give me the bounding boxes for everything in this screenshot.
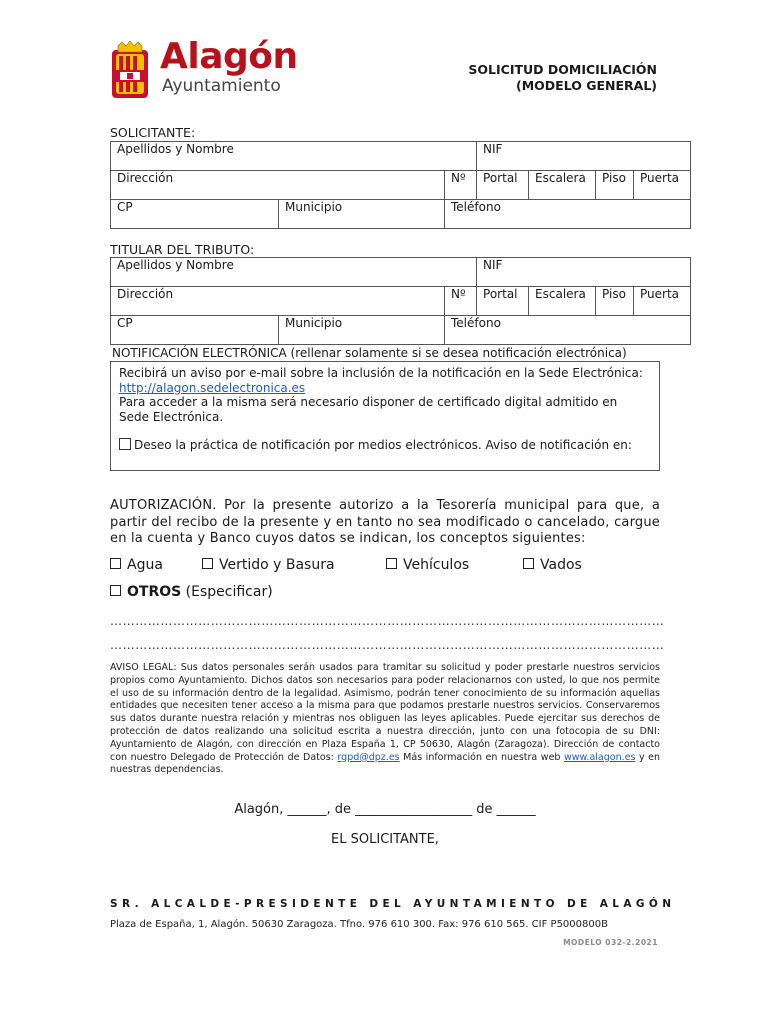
alagon-web-link[interactable]: www.alagon.es: [564, 751, 636, 763]
otros-specify-line-2[interactable]: ……………………………………………………………………………………………………………………: [110, 638, 665, 652]
titular-cp-field[interactable]: CP: [111, 316, 279, 345]
titular-numero-field[interactable]: Nº: [445, 287, 477, 316]
concepto-vertido-checkbox[interactable]: Vertido y Basura: [202, 557, 335, 573]
notificacion-checkbox-row[interactable]: [119, 438, 632, 452]
solicitante-puerta-field[interactable]: Puerta: [634, 171, 691, 200]
coat-of-arms-icon: [108, 40, 152, 102]
solicitante-escalera-field[interactable]: Escalera: [529, 171, 596, 200]
titular-nif-field[interactable]: NIF: [477, 258, 691, 287]
titular-apellidos-field[interactable]: Apellidos y Nombre: [111, 258, 477, 287]
solicitante-portal-field[interactable]: Portal: [477, 171, 529, 200]
titular-municipio-field[interactable]: Municipio: [279, 316, 445, 345]
solicitante-direccion-field[interactable]: Dirección: [111, 171, 445, 200]
notificacion-title: NOTIFICACIÓN ELECTRÓNICA (rellenar solamente si se desea notificación electrónica): [112, 346, 627, 360]
solicitante-nif-field[interactable]: NIF: [477, 142, 691, 171]
solicitante-table: [110, 141, 691, 229]
concepto-agua-checkbox[interactable]: Agua: [110, 557, 163, 573]
rgpd-email-link[interactable]: rgpd@dpz.es: [337, 751, 400, 763]
titular-direccion-field[interactable]: Dirección: [111, 287, 445, 316]
brand-subtitle: Ayuntamiento: [162, 76, 281, 96]
solicitante-apellidos-field[interactable]: Apellidos y Nombre: [111, 142, 477, 171]
concepto-vados-checkbox[interactable]: Vados: [523, 557, 582, 573]
titular-escalera-field[interactable]: Escalera: [529, 287, 596, 316]
titular-table: [110, 257, 691, 345]
document-title: SOLICITUD DOMICILIACIÓN: [468, 62, 657, 77]
notificacion-text2: Para acceder a la misma será necesario disponer de certificado digital admitido en Sede Electrónica.: [119, 395, 618, 424]
titular-telefono-field[interactable]: Teléfono: [445, 316, 691, 345]
date-line[interactable]: Alagón, ______, de __________________ de ______: [234, 802, 536, 817]
aviso-legal: AVISO LEGAL: Sus datos personales serán usados para tramitar su solicitud y poder prestarle nuestros servicios propios como Ayuntamiento. Dichos datos son necesarios para poder relacionarnos con usted, lo que nos permite el uso de su información dentro de la legalidad. Asimismo, podrán tener conocimiento de su información aquellas entidades que necesiten tener acceso a la misma para que podamos prestarle nuestros servicios. Conservaremos sus datos durante nuestra relación y mientras nos obliguen las leyes aplicables. Puede ejercitar sus derechos de protección de datos realizando una solicitud escrita a nuestra dirección, junto con una fotocopia de su DNI: Ayuntamiento de Alagón, con dirección en Plaza España 1, CP 50630, Alagón (Zaragoza). Dirección de contacto con nuestro Delegado de Protección de Datos: rgpd@dpz.es Más información en nuestra web www.alagon.es y en nuestras dependencias.: [110, 662, 660, 776]
notificacion-text1: Recibirá un aviso por e-mail sobre la inclusión de la notificación en la Sede Electrónica:: [119, 366, 643, 380]
solicitante-municipio-field[interactable]: Municipio: [279, 200, 445, 229]
notificacion-checkbox-label: Deseo la práctica de notificación por medios electrónicos. Aviso de notificación en:: [134, 438, 632, 452]
solicitante-numero-field[interactable]: Nº: [445, 171, 477, 200]
concepto-otros-checkbox[interactable]: OTROS (Especificar): [110, 584, 273, 600]
solicitante-telefono-field[interactable]: Teléfono: [445, 200, 691, 229]
titular-label: TITULAR DEL TRIBUTO:: [110, 242, 255, 257]
footer-model-code: MODELO 032-2.2021: [563, 938, 658, 947]
sede-electronica-link[interactable]: http://alagon.sedelectronica.es: [119, 380, 306, 395]
titular-puerta-field[interactable]: Puerta: [634, 287, 691, 316]
titular-portal-field[interactable]: Portal: [477, 287, 529, 316]
footer-recipient: SR. ALCALDE-PRESIDENTE DEL AYUNTAMIENTO DE ALAGÓN: [110, 898, 676, 910]
brand-name: Alagón: [160, 36, 298, 77]
titular-piso-field[interactable]: Piso: [596, 287, 634, 316]
autorizacion-text: AUTORIZACIÓN. Por la presente autorizo a la Tesorería municipal para que, a partir del recibo de la presente y en tanto no sea modificado o cancelado, cargue en la cuenta y Banco cuyos datos se indican, los conceptos siguientes:: [110, 498, 660, 546]
concepto-vehiculos-checkbox[interactable]: Vehículos: [386, 557, 469, 573]
solicitante-label: SOLICITANTE:: [110, 125, 196, 140]
signer-label: EL SOLICITANTE,: [331, 832, 439, 847]
solicitante-piso-field[interactable]: Piso: [596, 171, 634, 200]
document-subtitle: (MODELO GENERAL): [516, 78, 657, 93]
solicitante-cp-field[interactable]: CP: [111, 200, 279, 229]
footer-address: Plaza de España, 1, Alagón. 50630 Zaragoza. Tfno. 976 610 300. Fax: 976 610 565. CIF P5000800B: [110, 919, 608, 930]
otros-specify-line-1[interactable]: ……………………………………………………………………………………………………………………: [110, 614, 665, 628]
notificacion-box: [110, 361, 660, 471]
notificacion-checkbox[interactable]: [119, 438, 131, 450]
